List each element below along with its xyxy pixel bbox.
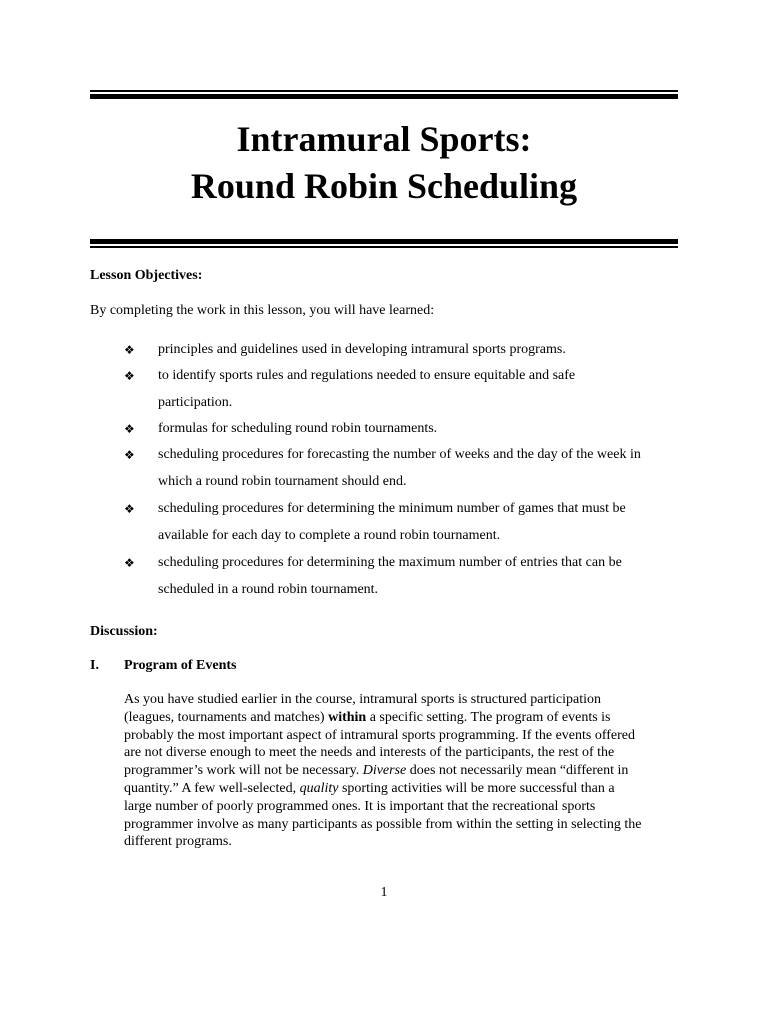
objectives-heading: Lesson Objectives: [90, 268, 203, 283]
objective-line: participation. [158, 394, 233, 410]
paragraph-text: large number of poorly programmed ones. It is important that the recreational sports [124, 798, 596, 814]
diamond-bullet-icon: ❖ [124, 556, 135, 570]
paragraph-text: programmer involve as many participants as possible from within the setting in selecting the [124, 816, 642, 832]
emphasis-text: quality [299, 780, 339, 796]
paragraph-line [124, 691, 684, 709]
objective-line: scheduling procedures for forecasting the number of weeks and the day of the week in [158, 447, 641, 462]
objective-text [158, 337, 684, 364]
paragraph-line [124, 762, 684, 780]
top-rule-thick [90, 94, 678, 99]
discussion-heading: Discussion: [90, 624, 158, 639]
paragraph-line [124, 727, 684, 745]
paragraph-text: quantity.” A few well-selected, [124, 780, 300, 796]
objective-line: formulas for scheduling round robin tournaments. [158, 421, 438, 436]
paragraph-text: sporting activities will be more successful than a [338, 780, 615, 796]
diamond-bullet-icon: ❖ [124, 502, 135, 516]
paragraph-line [124, 798, 684, 816]
objective-line: scheduled in a round robin tournament. [158, 581, 379, 597]
paragraph-text: are not diverse enough to meet the needs and interests of the participants, the rest of the [124, 745, 615, 761]
objective-line: principles and guidelines used in developing intramural sports programs. [158, 342, 566, 357]
diamond-bullet-icon: ❖ [124, 448, 135, 462]
paragraph-line [124, 816, 684, 834]
top-rule-thin [90, 90, 678, 92]
bottom-rule-thick [90, 239, 678, 244]
title-line-1: Intramural Sports: [236, 119, 532, 159]
objective-line: scheduling procedures for determining the maximum number of entries that can be [158, 555, 622, 570]
section-numeral: I. [90, 658, 99, 673]
paragraph-text: probably the most important aspect of intramural sports programming. If the events offered [124, 727, 635, 743]
emphasis-text: Diverse [362, 763, 407, 779]
objective-text [158, 442, 684, 495]
objective-text [158, 416, 684, 443]
objective-line: which a round robin tournament should end. [158, 473, 407, 489]
paragraph-text: As you have studied earlier in the course, intramural sports is structured participation [124, 692, 602, 707]
objective-text [158, 363, 684, 416]
objective-text [158, 550, 684, 603]
section-title: Program of Events [124, 658, 237, 673]
paragraph-line [124, 709, 684, 727]
objective-line: to identify sports rules and regulations needed to ensure equitable and safe [158, 368, 576, 383]
paragraph-line [124, 744, 684, 762]
paragraph-text: programmer’s work will not be necessary. [124, 763, 363, 779]
diamond-bullet-icon: ❖ [124, 422, 135, 436]
paragraph-text: different programs. [124, 834, 232, 850]
diamond-bullet-icon: ❖ [124, 343, 135, 357]
diamond-bullet-icon: ❖ [124, 369, 135, 383]
paragraph-text: does not necessarily mean “different in [406, 763, 629, 779]
objective-text [158, 496, 684, 549]
bottom-rule-thin [90, 246, 678, 248]
objectives-intro: By completing the work in this lesson, you will have learned: [90, 303, 435, 318]
emphasis-text: within [328, 709, 367, 725]
objective-line: scheduling procedures for determining the minimum number of games that must be [158, 501, 626, 516]
paragraph-line [124, 780, 684, 798]
program-of-events-paragraph [124, 691, 684, 851]
paragraph-line [124, 833, 684, 851]
paragraph-text: a specific setting. The program of events is [366, 709, 611, 725]
paragraph-text: (leagues, tournaments and matches) [124, 709, 329, 725]
page-number: 1 [380, 885, 388, 900]
title-line-2: Round Robin Scheduling [190, 166, 578, 206]
document-title [90, 116, 678, 210]
objective-line: available for each day to complete a round robin tournament. [158, 527, 501, 543]
